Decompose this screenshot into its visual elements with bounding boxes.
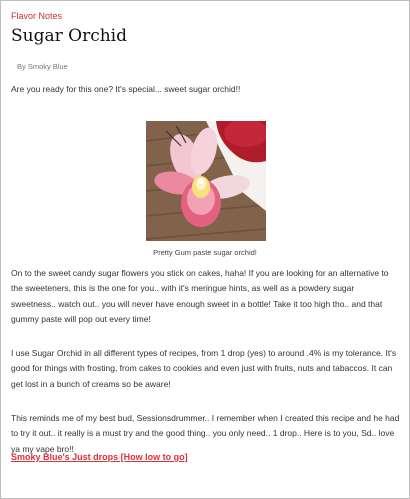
image-caption: Pretty Gum paste sugar orchid!: [153, 248, 257, 257]
body-paragraph: This reminds me of my best bud, Sessionsdrummer.. I remember when I created this recipe and he had to try it out.. it really is a must try and the good thing.. you only need.. 1 drop.. Here is to you, Sd.. love ya my vape bro!!: [11, 413, 400, 454]
post-byline: By Smoky Blue: [17, 62, 68, 71]
body-paragraph: I use Sugar Orchid in all different types of recipes, from 1 drop (yes) to around .4% is my tolerance. It's good for things with frosting, from cakes to cookies and even just with fruits, nuts and tabaccos. It can get lost in a bunch of creams so be aware!: [11, 348, 397, 389]
category-link[interactable]: Flavor Notes: [11, 11, 63, 21]
body-paragraph: On to the sweet candy sugar flowers you stick on cakes, haha! If you are looking for an alternative to the sweeteners, this is the one for you.. with it's meringue hints, as well as a powdery sugar sweetness.. watch out.. you will never have enough sweet in a bottle! Take it too high tho.. and that gummy paste will pop out every time!: [11, 268, 389, 324]
orchid-image: [146, 121, 266, 241]
post-title: Sugar Orchid: [11, 26, 127, 46]
intro-paragraph: Are you ready for this one? It's special... sweet sugar orchid!!: [11, 84, 241, 94]
just-drops-link[interactable]: Smoky Blue's Just drops [How low to go]: [11, 452, 188, 462]
